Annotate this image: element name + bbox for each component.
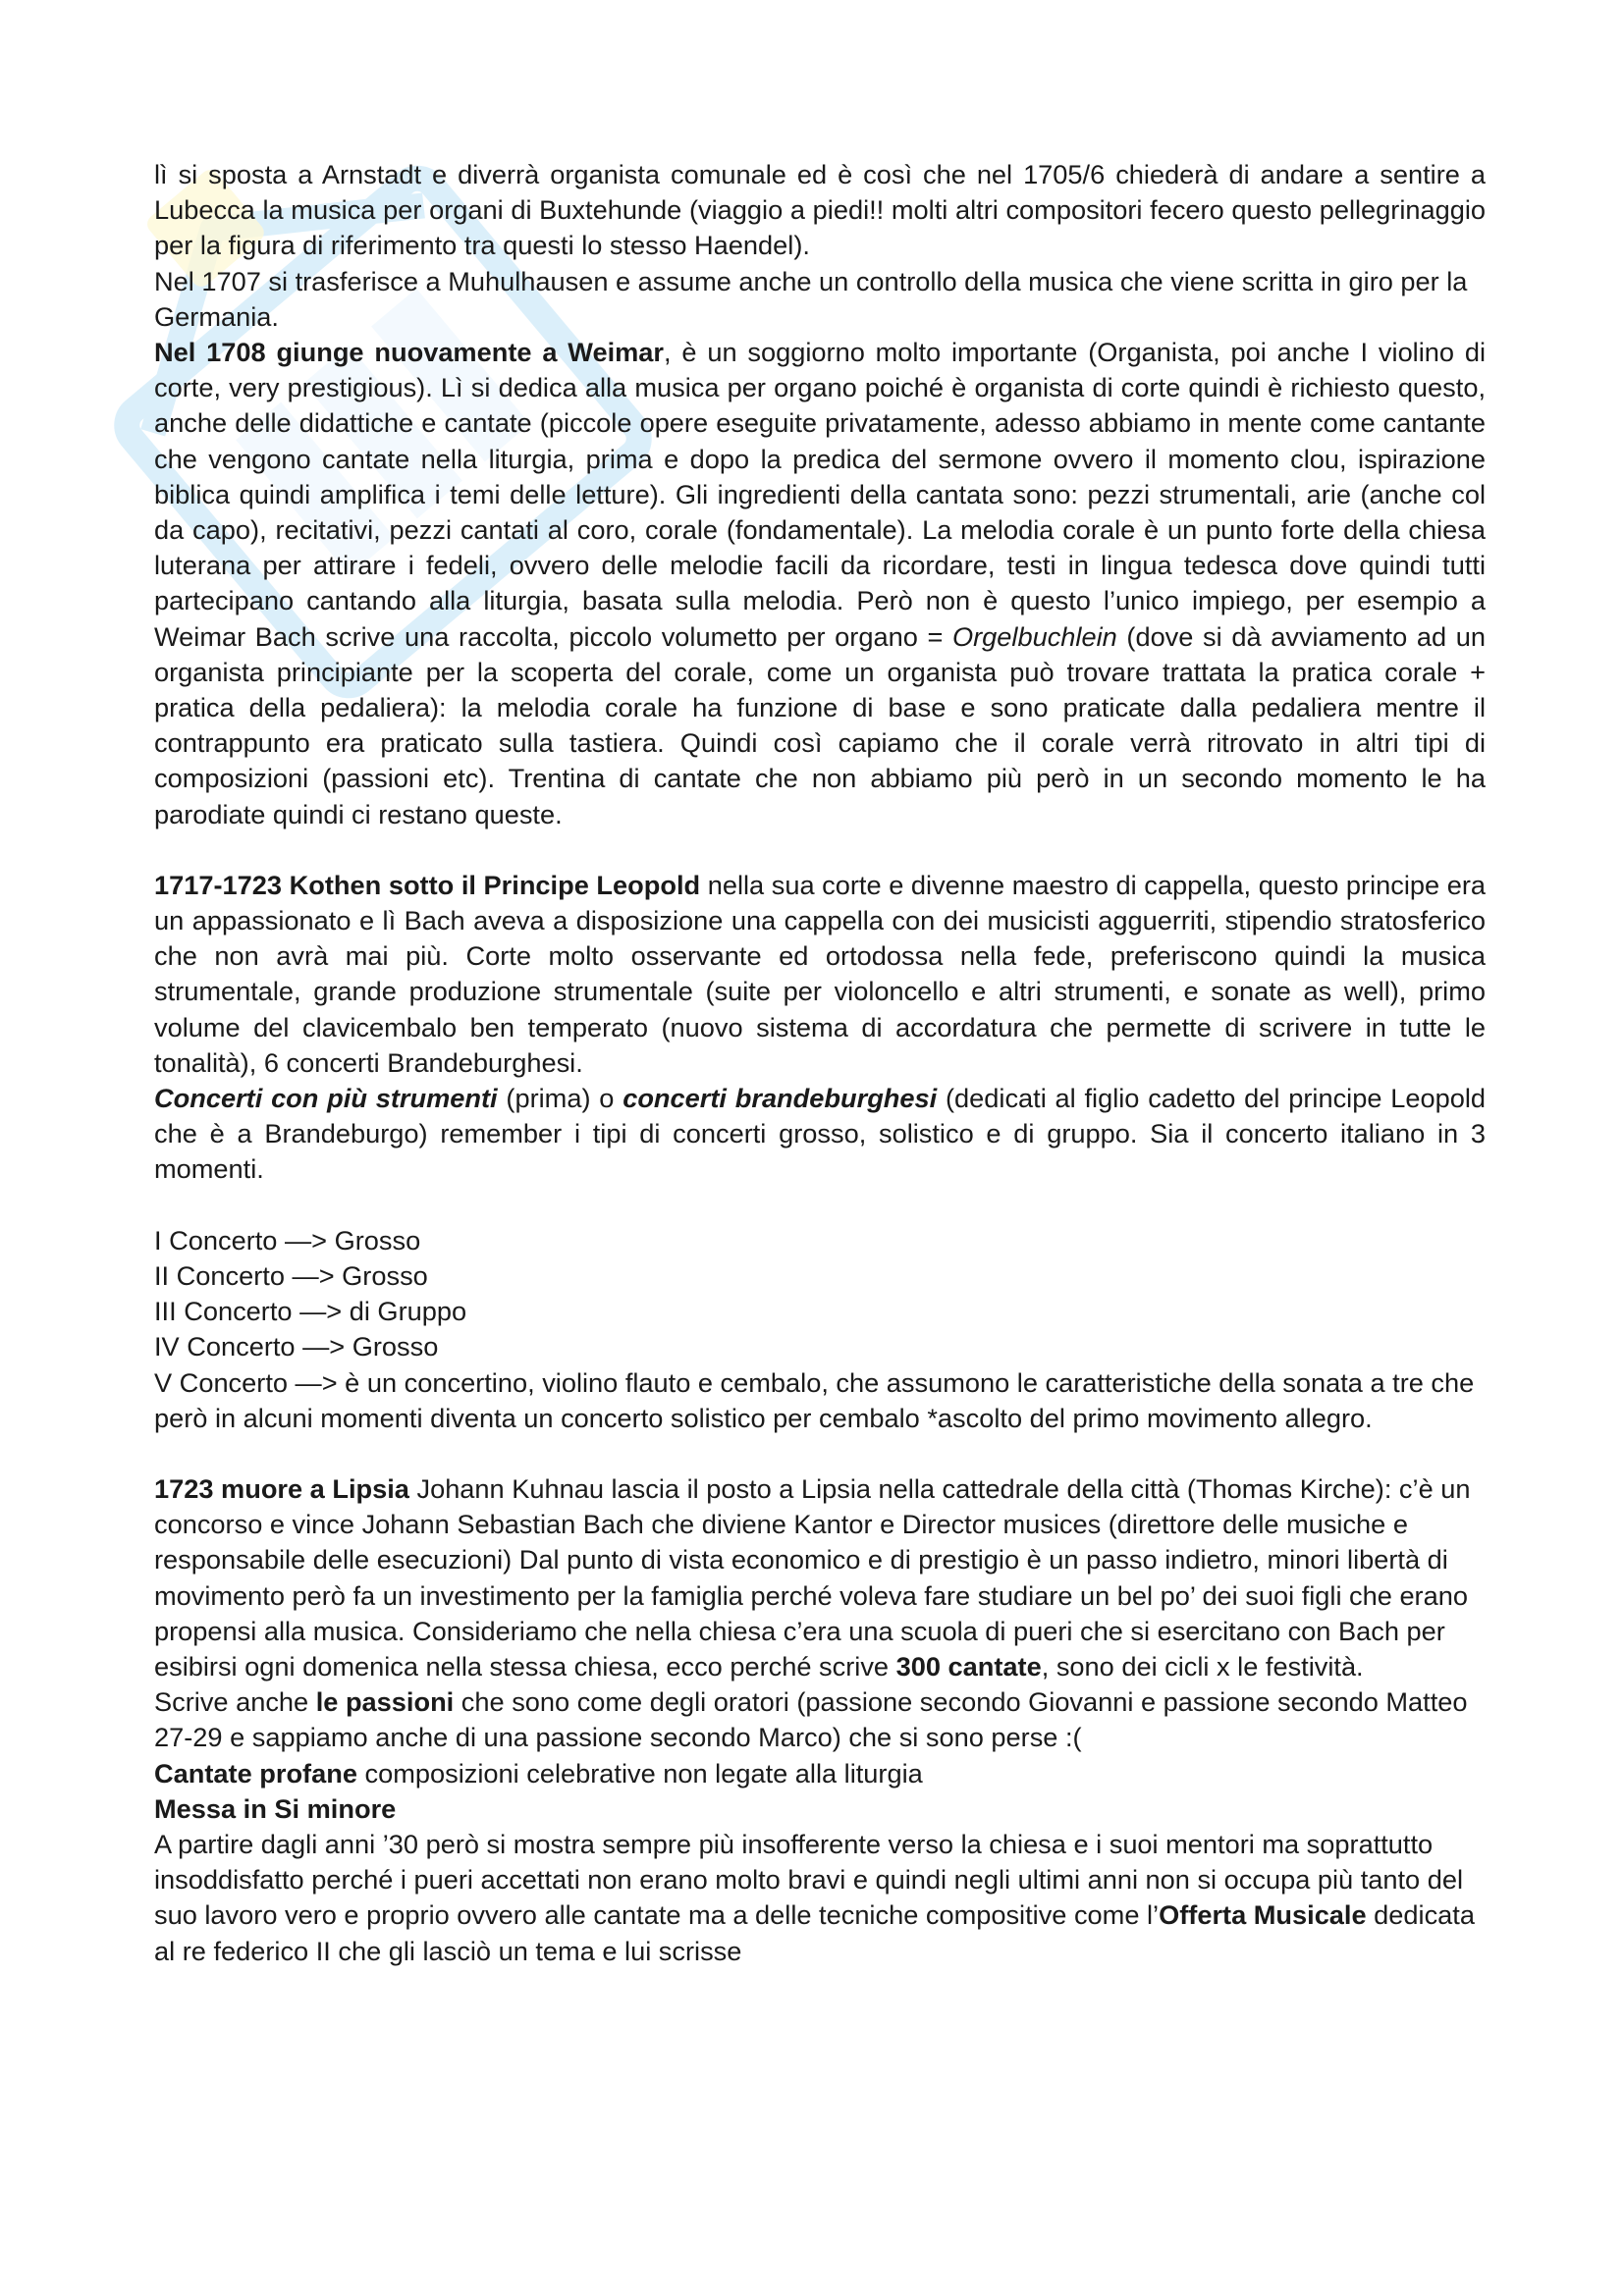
- heading-weimar: Nel 1708 giunge nuovamente a Weimar: [154, 337, 665, 368]
- list-item: I Concerto —> Grosso: [154, 1224, 421, 1255]
- paragraph-messa: [154, 1791, 1486, 1827]
- heading-cantate-profane: Cantate profane: [154, 1757, 357, 1789]
- paragraph-text: (dove si dà avviamento ad un organista principiante per la scoperta del corale, come un organista può trovare trattata la pratica corale + pratica della pedaliera): la melodia corale ha funzione di base e sono praticate dalla pedaliera mentre il contrappunto era praticato sulla tastiera. Quindi così capiamo che il corale verrà ritrovato in altri tipi di composizioni (passioni etc). Trentina di cantate che non abbiamo più però in un secondo momento le ha parodiate quindi ci restano queste.: [154, 620, 1487, 829]
- paragraph-text: , sono dei cicli x le festività.: [1041, 1650, 1364, 1682]
- paragraph-lipsia: [154, 1471, 1486, 1684]
- paragraph-text: (dedicati al figlio cadetto del principe Leopold che è a Brandeburgo) remember i tipi di concerti grosso, solistico e di gruppo. Sia il concerto italiano in 3 momenti.: [154, 1083, 1486, 1185]
- list-item: II Concerto —> Grosso: [154, 1259, 428, 1291]
- paragraph-text: lì si sposta a Arnstadt e diverrà organista comunale ed è così che nel 1705/6 chiederà di andare a sentire a Lubecca la musica per organi di Buxtehunde (viaggio a piedi!! molti altri compositori fecero questo pellegrinaggio per la figura di riferimento tra questi lo stesso Haendel).: [154, 159, 1486, 261]
- list-item: IV Concerto —> Grosso: [154, 1331, 439, 1362]
- heading-passioni: le passioni: [315, 1686, 455, 1718]
- spacer: [154, 1188, 1486, 1223]
- paragraph-text: composizioni celebrative non legate alla liturgia: [356, 1757, 923, 1789]
- paragraph-kothen: [154, 868, 1486, 1081]
- paragraph-anni-30: [154, 1827, 1486, 1969]
- document-body: [154, 157, 1486, 1969]
- paragraph-text: nella sua corte e divenne maestro di cappella, questo principe era un appassionato e lì Bach aveva a disposizione una cappella con dei musicisti agguerriti, stipendio stratosferico che non avrà mai più. Corte molto osservante ed ortodossa nella fede, preferiscono quindi la musica strumentale, grande produzione strumentale (suite per violoncello e altri strumenti, e sonate as well), primo volume del clavicembalo ben temperato (nuovo sistema di accordatura che permette di scrivere in tutte le tonalità), 6 concerti Brandeburghesi.: [154, 869, 1486, 1078]
- list-item: V Concerto —> è un concertino, violino flauto e cembalo, che assumono le caratteristiche della sonata a tre che però in alcuni momenti diventa un concerto solistico per cembalo *ascolto del primo movimento allegro.: [154, 1366, 1475, 1433]
- paragraph-text: Nel 1707 si trasferisce a Muhulhausen e assume anche un controllo della musica che viene scritta in giro per la Germania.: [154, 265, 1468, 332]
- paragraph-cantate-profane: [154, 1756, 1486, 1791]
- paragraph-text: (prima) o: [497, 1083, 623, 1114]
- heading-concerti-brandeburghesi: concerti brandeburghesi: [623, 1083, 938, 1114]
- heading-kothen: 1717-1723 Kothen sotto il Principe Leopold: [154, 869, 701, 900]
- list-item: III Concerto —> di Gruppo: [154, 1296, 467, 1327]
- heading-offerta-musicale: Offerta Musicale: [1159, 1899, 1367, 1931]
- cantate-count: 300 cantate: [895, 1650, 1042, 1682]
- paragraph-text: Johann Kuhnau lascia il posto a Lipsia nella cattedrale della città (Thomas Kirche): c’è un concorso e vince Johann Sebastian Bach che diviene Kantor e Director musices (direttore delle musiche e responsabile delle esecuzioni) Dal punto di vista economico e di prestigio è un passo indietro, minori libertà di movimento però fa un investimento per la famiglia perché voleva fare studiare un bel po’ dei suoi figli che erano propensi alla musica. Consideriamo che nella chiesa c’era una scuola di pueri che si esercitano con Bach per esibirsi ogni domenica nella stessa chiesa, ecco perché scrive: [154, 1472, 1471, 1682]
- paragraph-text: che sono come degli oratori (passione secondo Giovanni e passione secondo Matteo 27-29 e sappiamo anche di una passione secondo Marco) che si sono perse :(: [154, 1686, 1468, 1753]
- spacer: [154, 832, 1486, 868]
- paragraph-concerti: [154, 1081, 1486, 1188]
- paragraph-text: A partire dagli anni ’30 però si mostra sempre più insofferente verso la chiesa e i suoi mentori ma soprattutto insoddisfatto perché i pueri accettati non erano molto bravi e quindi negli ultimi anni non si occupa più tanto del suo lavoro vero e proprio ovvero alle cantate ma a delle tecniche compositive come l’: [154, 1828, 1464, 1931]
- concerti-list: [154, 1223, 1486, 1436]
- paragraph-muhulhausen: [154, 264, 1486, 335]
- paragraph-text: dedicata al re federico II che gli lasciò un tema e lui scrisse: [154, 1899, 1475, 1966]
- paragraph-passioni: [154, 1684, 1486, 1755]
- paragraph-weimar: [154, 335, 1486, 832]
- paragraph-text: Scrive anche: [154, 1686, 316, 1718]
- heading-concerti-piu-strumenti: Concerti con più strumenti: [154, 1083, 498, 1114]
- paragraph-text: , è un soggiorno molto importante (Organista, poi anche I violino di corte, very prestigious). Lì si dedica alla musica per organo poiché è organista di corte quindi è richiesto questo, anche delle didattiche e cantate (piccole opere eseguite privatamente, adesso abbiamo in mente come cantante che vengono cantate nella liturgia, prima e dopo la predica del sermone ovvero il momento clou, ispirazione biblica quindi amplifica i temi delle letture). Gli ingredienti della cantata sono: pezzi strumentali, arie (anche col da capo), recitativi, pezzi cantati al coro, corale (fondamentale). La melodia corale è un punto forte della chiesa luterana per attirare i fedeli, ovvero delle melodie facili da ricordare, testi in lingua tedesca dove quindi tutti partecipano cantando alla liturgia, basata sulla melodia. Però non è questo l’unico impiego, per esempio a Weimar Bach scrive una raccolta, piccolo volumetto per organo =: [154, 337, 1486, 652]
- orgelbuchlein-title: Orgelbuchlein: [951, 620, 1117, 652]
- spacer: [154, 1436, 1486, 1471]
- heading-lipsia: 1723 muore a Lipsia: [154, 1472, 409, 1504]
- heading-messa-si-minore: Messa in Si minore: [154, 1792, 397, 1824]
- paragraph-arnstadt: [154, 157, 1486, 264]
